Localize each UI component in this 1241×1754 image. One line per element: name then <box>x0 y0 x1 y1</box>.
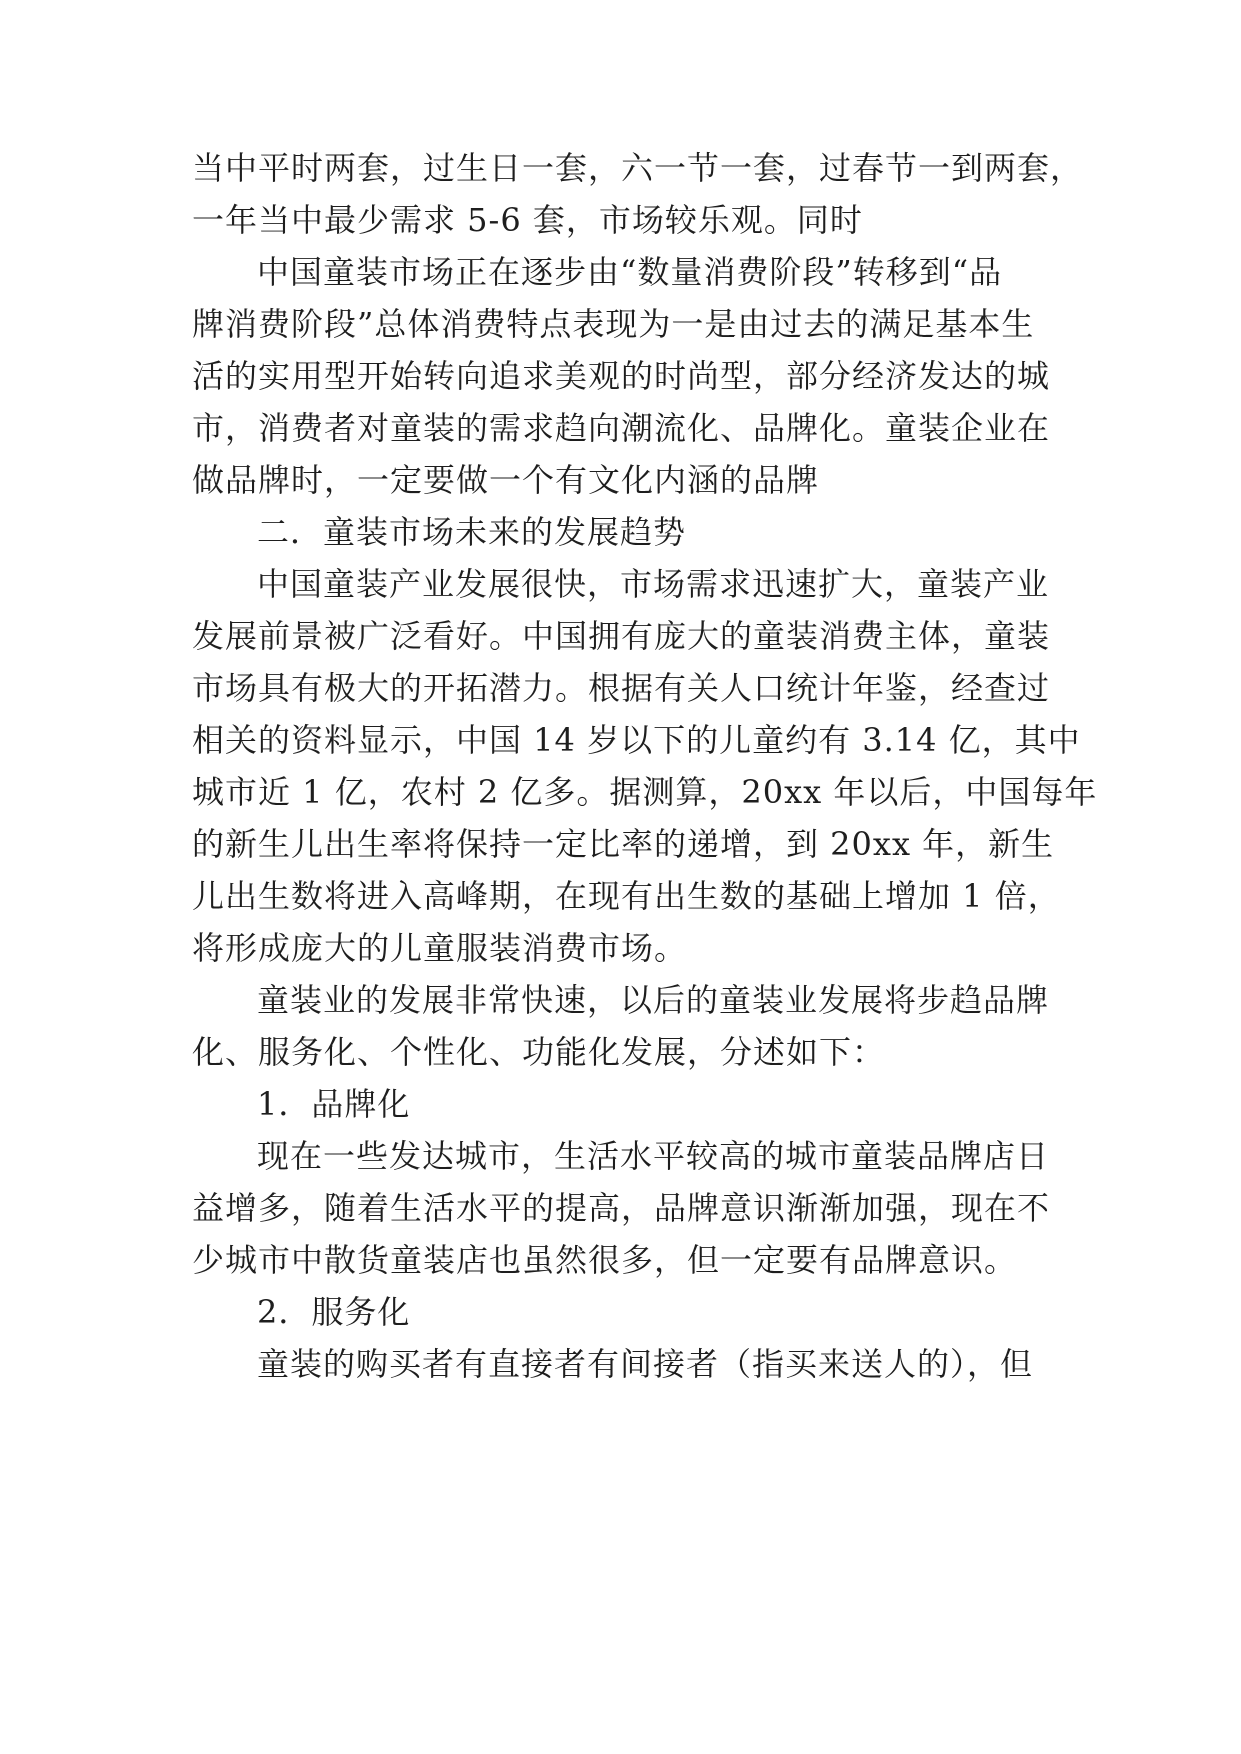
text-line: 将形成庞大的儿童服装消费市场。 <box>192 929 688 967</box>
subheading: 1．品牌化 <box>257 1085 411 1123</box>
text-line: 当中平时两套，过生日一套，六一节一套，过春节一到两套， <box>192 149 1084 187</box>
text-line: 中国童装市场正在逐步由“数量消费阶段”转移到“品 <box>257 253 1003 291</box>
section-heading: 二．童装市场未来的发展趋势 <box>257 513 687 551</box>
text-line: 少城市中散货童装店也虽然很多，但一定要有品牌意识。 <box>192 1241 1018 1279</box>
text-line: 市，消费者对童装的需求趋向潮流化、品牌化。童装企业在 <box>192 409 1051 447</box>
text-line: 童装业的发展非常快速，以后的童装业发展将步趋品牌 <box>257 981 1050 1019</box>
text-line: 益增多，随着生活水平的提高，品牌意识渐渐加强，现在不 <box>192 1189 1051 1227</box>
text-line: 的新生儿出生率将保持一定比率的递增，到 20xx 年，新生 <box>192 825 1055 863</box>
text-line: 活的实用型开始转向追求美观的时尚型，部分经济发达的城 <box>192 357 1051 395</box>
text-line: 城市近 1 亿，农村 2 亿多。据测算，20xx 年以后，中国每年 <box>192 773 1098 811</box>
text-line: 相关的资料显示，中国 14 岁以下的儿童约有 3.14 亿，其中 <box>192 721 1081 759</box>
subheading: 2．服务化 <box>257 1293 411 1331</box>
text-line: 发展前景被广泛看好。中国拥有庞大的童装消费主体，童装 <box>192 617 1051 655</box>
text-line: 现在一些发达城市，生活水平较高的城市童装品牌店日 <box>257 1137 1050 1175</box>
text-line: 化、服务化、个性化、功能化发展，分述如下： <box>192 1033 886 1071</box>
text-line: 一年当中最少需求 5-6 套，市场较乐观。同时 <box>192 201 863 239</box>
text-line: 做品牌时，一定要做一个有文化内涵的品牌 <box>192 461 820 499</box>
text-line: 市场具有极大的开拓潜力。根据有关人口统计年鉴，经查过 <box>192 669 1051 707</box>
text-line: 中国童装产业发展很快，市场需求迅速扩大，童装产业 <box>257 565 1050 603</box>
text-line: 儿出生数将进入高峰期，在现有出生数的基础上增加 1 倍， <box>192 877 1061 915</box>
text-line: 牌消费阶段”总体消费特点表现为一是由过去的满足基本生 <box>192 305 1035 343</box>
text-line: 童装的购买者有直接者有间接者（指买来送人的），但 <box>257 1345 1034 1383</box>
